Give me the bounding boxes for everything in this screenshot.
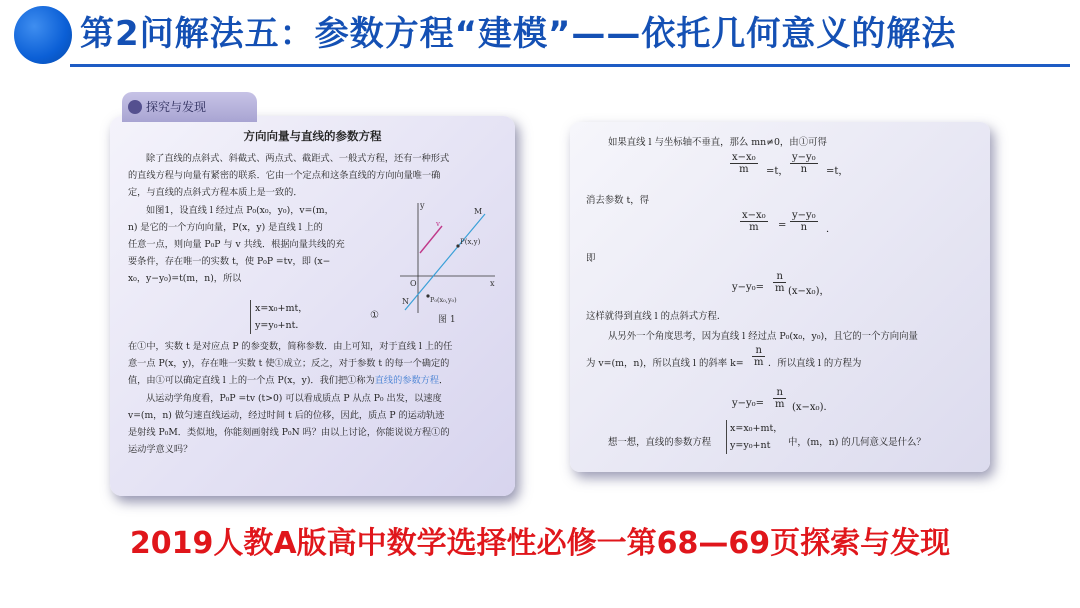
- fraction: [740, 210, 768, 233]
- fraction: [752, 345, 765, 368]
- equation-text: =t，: [826, 166, 849, 177]
- fraction: [773, 387, 786, 410]
- denominator: n: [800, 164, 808, 175]
- equation-text: y−y₀=: [732, 398, 765, 409]
- equation-text: (x−x₀)，: [788, 286, 830, 297]
- tab-label: 探究与发现: [146, 100, 207, 114]
- textbook-page-left: [110, 92, 520, 500]
- system-line: x=x₀+mt，: [255, 303, 308, 314]
- denominator: m: [775, 399, 785, 410]
- text-line: 即: [586, 253, 596, 264]
- text-fragment: 值，由①可以确定直线 l 上的一个点 P(x，y)．我们把①称为: [128, 375, 375, 386]
- text-line: n) 是它的一个方向向量，P(x，y) 是直线 l 上的: [128, 222, 323, 233]
- label-n: N: [402, 297, 409, 306]
- system-line: y=y₀+nt: [730, 440, 771, 451]
- text-line: 定，与直线的点斜式方程本质上是一致的．: [128, 187, 303, 198]
- text-line: 在①中，实数 t 是对应点 P 的参变数，简称参数．由上可知，对于直线 l 上的任: [128, 341, 453, 352]
- swirl-icon: [128, 100, 142, 114]
- equation-text: =t，: [766, 166, 789, 177]
- source-caption: 2019人教A版高中数学选择性必修一第68—69页探索与发现: [129, 526, 951, 561]
- text-line: 想一想，直线的参数方程: [608, 437, 712, 448]
- numerator: x−x₀: [742, 210, 766, 221]
- fraction: [790, 152, 818, 175]
- x-axis-label: x: [490, 279, 495, 288]
- paragraph-3: [128, 390, 450, 458]
- system-line: y=y₀+nt．: [255, 320, 305, 331]
- text-line: 任意一点，则向量 P₀P 与 v 共线．根据向量共线的充: [128, 239, 345, 250]
- label-v: v: [436, 220, 440, 228]
- intro-paragraph: [128, 150, 449, 201]
- section-heading: 方向向量与直线的参数方程: [243, 129, 382, 143]
- equation-text: (x−x₀)．: [792, 402, 834, 413]
- numerator: y−y₀: [792, 210, 816, 221]
- text-line: 如果直线 l 与坐标轴不垂直，那么 mn≠0，由①可得: [608, 137, 827, 148]
- numerator: n: [752, 345, 765, 357]
- text-line: 这样就得到直线 l 的点斜式方程．: [586, 311, 727, 322]
- text-line: 意一点 P(x，y)，存在唯一实数 t 使①成立；反之，对于参数 t 的每一个确定的: [128, 358, 450, 369]
- figure-caption: 图 1: [438, 315, 456, 325]
- page-title: 第2问解法五：参数方程“建模”——依托几何意义的解法: [80, 14, 957, 54]
- text-line: 从另外一个角度思考，因为直线 l 经过点 P₀(x₀，y₀)，且它的一个方向向量: [608, 331, 918, 342]
- numerator: n: [773, 271, 786, 283]
- text-line: 从运动学角度看，P₀P =tv (t>0) 可以看成质点 P 从点 P₀ 出发，以速度: [146, 393, 442, 404]
- text-line: x₀，y−y₀)=t(m，n)，所以: [128, 273, 242, 284]
- text-line: 的直线方程与向量有紧密的联系．它由一个定点和这条直线的方向向量唯一确: [128, 170, 441, 181]
- parametric-system-inline: [726, 420, 783, 454]
- text-line: 要条件，存在唯一的实数 t，使 P₀P =tv，即 (x−: [128, 256, 331, 267]
- equation-text: =: [778, 220, 787, 231]
- textbook-page-right: [570, 122, 990, 472]
- fraction: [790, 210, 818, 233]
- denominator: m: [775, 283, 785, 294]
- text-line: 中，(m，n) 的几何意义是什么？: [788, 437, 926, 448]
- text-line: 为 v=(m，n)，所以直线 l 的斜率 k=: [586, 358, 744, 369]
- system-line: x=x₀+mt，: [730, 423, 783, 434]
- label-m: M: [474, 207, 483, 216]
- text-line: 运动学意义吗？: [128, 444, 193, 455]
- label-p: P(x,y): [460, 238, 481, 246]
- denominator: m: [749, 222, 759, 233]
- text-line: 是射线 P₀M．类似地，你能刻画射线 P₀N 吗？由以上讨论，你能说说方程①的: [128, 427, 450, 438]
- left-page-body: [110, 116, 515, 496]
- numerator: y−y₀: [792, 152, 816, 163]
- equation-text: ．: [826, 224, 836, 235]
- text-line: 消去参数 t，得: [586, 195, 649, 206]
- text-fragment: ．: [439, 375, 449, 386]
- denominator: m: [754, 357, 764, 368]
- paragraph-2: [128, 338, 452, 389]
- figure-1-diagram: [390, 198, 500, 318]
- paragraph-1: [128, 202, 345, 287]
- equation-number: ①: [370, 310, 379, 321]
- vector-v: [420, 226, 442, 253]
- origin-label: O: [410, 279, 417, 288]
- denominator: m: [739, 164, 749, 175]
- explore-tab: [122, 92, 257, 122]
- numerator: n: [773, 387, 786, 399]
- title-bullet: [14, 6, 72, 64]
- text-line: 除了直线的点斜式、斜截式、两点式、截距式、一般式方程，还有一种形式: [146, 153, 450, 164]
- label-p0: P₀(x₀,y₀): [430, 296, 457, 304]
- text-line: 如图1，设直线 l 经过点 P₀(x₀，y₀)，v=(m，: [146, 205, 334, 216]
- equation-text: y−y₀=: [732, 282, 765, 293]
- denominator: n: [800, 222, 808, 233]
- parametric-system: [250, 300, 308, 334]
- text-line: v=(m，n) 做匀速直线运动，经过时间 t 后的位移，因此，质点 P 的运动轨迹: [128, 410, 445, 421]
- y-axis-label: y: [420, 201, 425, 210]
- fraction: [773, 271, 786, 294]
- parametric-equation-link[interactable]: 直线的参数方程: [374, 375, 440, 386]
- text-line: [128, 372, 452, 389]
- text-line: ．所以直线 l 的方程为: [768, 358, 862, 369]
- title-underline: [70, 64, 1070, 67]
- fraction: [730, 152, 758, 175]
- numerator: x−x₀: [732, 152, 756, 163]
